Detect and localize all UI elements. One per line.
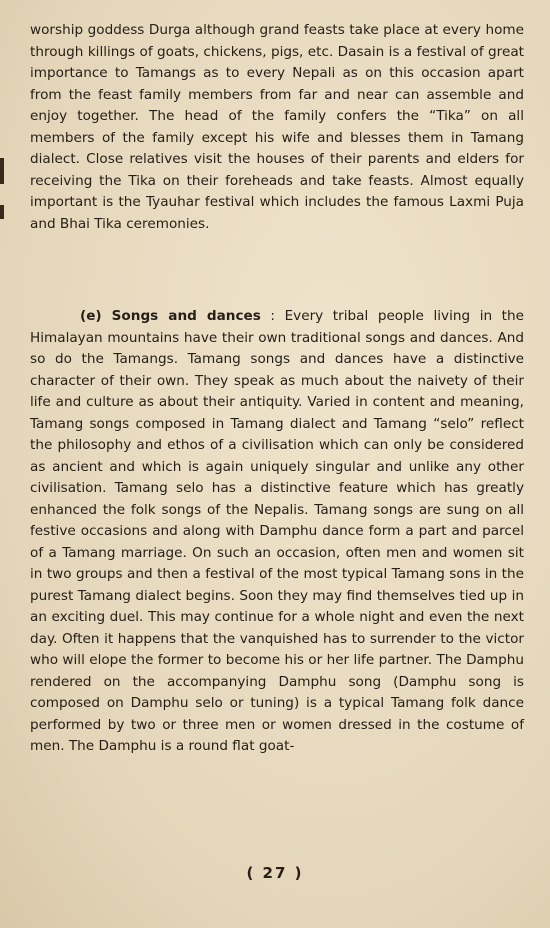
- section-heading: (e) Songs and dances: [80, 308, 261, 324]
- paragraph-festivals: [30, 20, 524, 235]
- paragraph-text: worship goddess Durga although grand feasts take place at every home through killings of goats, chickens, pigs, etc. Dasain is a festival of great importance to Tamangs as to every Nepali as on this occasion apart from the feast family members from far and near can assemble and enjoy together. The head of the family confers the “Tika” on all members of the family except his wife and blesses them in Tamang dialect. Close relatives visit the houses of their parents and elders for receiving the Tika on their foreheads and take feasts. Almost equally important is the Tyauhar festival which includes the famous Laxmi Puja and Bhai Tika ceremonies.: [30, 22, 524, 232]
- margin-mark: [0, 158, 4, 184]
- page-number: ( 27 ): [246, 864, 304, 882]
- paragraph-text: : Every tribal people living in the Himalayan mountains have their own traditional songs and dances. And so do the Tamangs. Tamang songs and dances have a distinctive character of their own. They speak as much about the naivety of their life and culture as about their antiquity. Varied in content and meaning, Tamang songs composed in Tamang dialect and Tamang “selo” reflect the philosophy and ethos of a civilisation which can only be considered as ancient and which is again uniquely singular and unlike any other civilisation. Tamang selo has a distinctive feature which has greatly enhanced the folk songs of the Nepalis. Tamang songs are sung on all festive occasions and along with Damphu dance form a part and parcel of a Tamang marriage. On such an occasion, often men and women sit in two groups and then a festival of the most typical Tamang sons in the purest Tamang dialect begins. Soon they may find themselves tied up in an exciting duel. This may continue for a whole night and even the next day. Often it happens that the vanquished has to surrender to the victor who will elope the former to become his or her life partner. The Damphu rendered on the accompanying Damphu song (Damphu song is composed on Damphu selo or tuning) is a typical Tamang folk dance performed by two or three men or women dressed in the costume of men. The Damphu is a round flat goat-: [30, 308, 524, 754]
- margin-mark: [0, 205, 4, 219]
- paragraph-songs-and-dances: [30, 306, 524, 758]
